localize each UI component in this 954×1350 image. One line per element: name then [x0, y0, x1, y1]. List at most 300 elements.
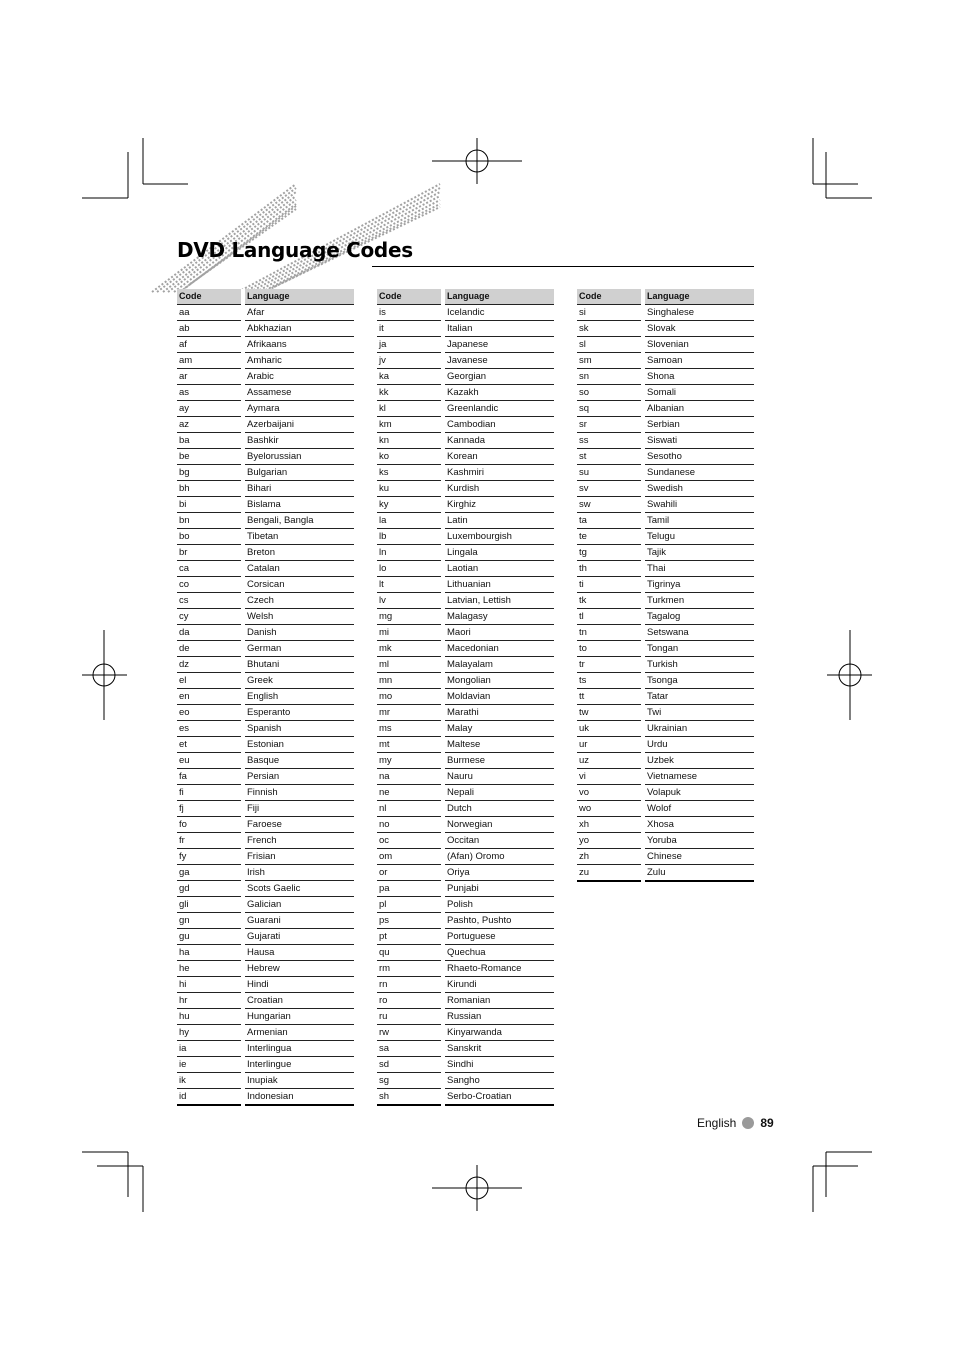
language-cell: Swedish — [645, 481, 754, 497]
code-cell: st — [577, 449, 641, 465]
code-cell: fi — [177, 785, 241, 801]
language-cell: Volapuk — [645, 785, 754, 801]
code-table-2 — [377, 289, 554, 1106]
code-cell: kk — [377, 385, 441, 401]
language-cell: Xhosa — [645, 817, 754, 833]
table-row — [377, 977, 554, 993]
table-row — [377, 785, 554, 801]
code-cell: tr — [577, 657, 641, 673]
language-cell: Lithuanian — [445, 577, 554, 593]
language-cell: Slovak — [645, 321, 754, 337]
language-cell: Oriya — [445, 865, 554, 881]
language-cell: Fiji — [245, 801, 354, 817]
table-row — [377, 545, 554, 561]
language-cell: Tongan — [645, 641, 754, 657]
code-cell: is — [377, 305, 441, 321]
table-row — [377, 625, 554, 641]
language-cell: Singhalese — [645, 305, 754, 321]
table-row — [577, 529, 754, 545]
code-cell: eo — [177, 705, 241, 721]
code-header: Code — [377, 289, 441, 305]
table-row — [377, 721, 554, 737]
code-cell: fa — [177, 769, 241, 785]
code-cell: nl — [377, 801, 441, 817]
language-cell: Laotian — [445, 561, 554, 577]
language-cell: Turkmen — [645, 593, 754, 609]
table-row — [177, 609, 354, 625]
table-row — [177, 353, 354, 369]
code-cell: tw — [577, 705, 641, 721]
code-cell: fo — [177, 817, 241, 833]
language-cell: Kazakh — [445, 385, 554, 401]
language-cell: Turkish — [645, 657, 754, 673]
language-cell: Afar — [245, 305, 354, 321]
language-cell: Estonian — [245, 737, 354, 753]
language-cell: Polish — [445, 897, 554, 913]
language-cell: Occitan — [445, 833, 554, 849]
table-row — [377, 1057, 554, 1073]
code-cell: rw — [377, 1025, 441, 1041]
language-cell: Sindhi — [445, 1057, 554, 1073]
table-row — [377, 337, 554, 353]
table-row — [377, 737, 554, 753]
table-row — [377, 353, 554, 369]
code-cell: id — [177, 1089, 241, 1106]
table-row — [377, 993, 554, 1009]
code-cell: km — [377, 417, 441, 433]
code-cell: pt — [377, 929, 441, 945]
language-cell: Afrikaans — [245, 337, 354, 353]
language-cell: Catalan — [245, 561, 354, 577]
code-cell: it — [377, 321, 441, 337]
table-row — [377, 1073, 554, 1089]
code-cell: sk — [577, 321, 641, 337]
table-row — [377, 1009, 554, 1025]
table-row — [377, 401, 554, 417]
code-cell: my — [377, 753, 441, 769]
table-row — [377, 385, 554, 401]
code-cell: sg — [377, 1073, 441, 1089]
language-cell: Twi — [645, 705, 754, 721]
language-cell: Greek — [245, 673, 354, 689]
code-cell: br — [177, 545, 241, 561]
table-row — [377, 321, 554, 337]
table-row — [177, 1025, 354, 1041]
table-row — [577, 865, 754, 882]
language-cell: Faroese — [245, 817, 354, 833]
language-cell: Tigrinya — [645, 577, 754, 593]
language-cell: Nepali — [445, 785, 554, 801]
language-cell: Lingala — [445, 545, 554, 561]
language-cell: Zulu — [645, 865, 754, 882]
code-cell: tl — [577, 609, 641, 625]
table-row — [377, 449, 554, 465]
language-cell: Hausa — [245, 945, 354, 961]
code-cell: lt — [377, 577, 441, 593]
code-cell: jv — [377, 353, 441, 369]
table-row — [377, 1089, 554, 1106]
code-cell: hi — [177, 977, 241, 993]
code-cell: ab — [177, 321, 241, 337]
table-row — [577, 305, 754, 321]
code-cell: su — [577, 465, 641, 481]
language-cell: Japanese — [445, 337, 554, 353]
language-cell: Bengali, Bangla — [245, 513, 354, 529]
registration-mark-top — [432, 138, 522, 184]
code-cell: pl — [377, 897, 441, 913]
code-cell: no — [377, 817, 441, 833]
language-cell: Chinese — [645, 849, 754, 865]
registration-mark-right — [827, 630, 872, 720]
language-cell: Shona — [645, 369, 754, 385]
code-cell: be — [177, 449, 241, 465]
table-row — [377, 417, 554, 433]
page-number: 89 — [760, 1116, 774, 1130]
language-cell: Moldavian — [445, 689, 554, 705]
table-row — [577, 561, 754, 577]
table-row — [377, 769, 554, 785]
code-cell: fy — [177, 849, 241, 865]
table-row — [177, 449, 354, 465]
table-row — [377, 817, 554, 833]
code-cell: gli — [177, 897, 241, 913]
language-cell: Korean — [445, 449, 554, 465]
code-cell: oc — [377, 833, 441, 849]
code-cell: ky — [377, 497, 441, 513]
language-cell: Sundanese — [645, 465, 754, 481]
language-cell: Welsh — [245, 609, 354, 625]
code-cell: ka — [377, 369, 441, 385]
code-cell: lo — [377, 561, 441, 577]
table-row — [377, 529, 554, 545]
table-row — [377, 481, 554, 497]
table-row — [577, 769, 754, 785]
language-cell: German — [245, 641, 354, 657]
code-cell: na — [377, 769, 441, 785]
table-row — [177, 465, 354, 481]
language-cell: Wolof — [645, 801, 754, 817]
table-row — [577, 657, 754, 673]
table-row — [577, 641, 754, 657]
code-header: Code — [177, 289, 241, 305]
code-cell: fj — [177, 801, 241, 817]
table-row — [577, 737, 754, 753]
code-table-1 — [177, 289, 354, 1106]
code-cell: mo — [377, 689, 441, 705]
language-cell: Inupiak — [245, 1073, 354, 1089]
language-cell: Persian — [245, 769, 354, 785]
language-cell: Interlingua — [245, 1041, 354, 1057]
code-cell: sa — [377, 1041, 441, 1057]
language-cell: Bashkir — [245, 433, 354, 449]
language-cell: Malagasy — [445, 609, 554, 625]
code-cell: sn — [577, 369, 641, 385]
table-row — [177, 561, 354, 577]
table-row — [177, 961, 354, 977]
code-cell: tt — [577, 689, 641, 705]
code-cell: as — [177, 385, 241, 401]
code-table-3 — [577, 289, 754, 882]
code-cell: ia — [177, 1041, 241, 1057]
code-cell: ca — [177, 561, 241, 577]
code-cell: ru — [377, 1009, 441, 1025]
language-cell: Scots Gaelic — [245, 881, 354, 897]
code-cell: ie — [177, 1057, 241, 1073]
language-cell: Corsican — [245, 577, 354, 593]
language-cell: French — [245, 833, 354, 849]
code-cell: ne — [377, 785, 441, 801]
table-row — [377, 753, 554, 769]
table-row — [577, 833, 754, 849]
table-row — [377, 865, 554, 881]
code-header: Code — [577, 289, 641, 305]
table-row — [377, 961, 554, 977]
language-cell: Azerbaijani — [245, 417, 354, 433]
language-header: Language — [645, 289, 754, 305]
language-cell: Indonesian — [245, 1089, 354, 1106]
code-cell: mi — [377, 625, 441, 641]
language-cell: Swahili — [645, 497, 754, 513]
language-cell: Kinyarwanda — [445, 1025, 554, 1041]
table-row — [377, 1025, 554, 1041]
code-cell: ps — [377, 913, 441, 929]
code-cell: uk — [577, 721, 641, 737]
table-row — [177, 881, 354, 897]
table-row — [377, 881, 554, 897]
code-cell: te — [577, 529, 641, 545]
language-cell: Irish — [245, 865, 354, 881]
code-cell: mt — [377, 737, 441, 753]
table-row — [177, 1041, 354, 1057]
language-cell: Gujarati — [245, 929, 354, 945]
code-cell: co — [177, 577, 241, 593]
language-cell: Danish — [245, 625, 354, 641]
language-cell: Latin — [445, 513, 554, 529]
code-cell: vo — [577, 785, 641, 801]
code-cell: vi — [577, 769, 641, 785]
table-row — [177, 401, 354, 417]
table-row — [377, 673, 554, 689]
code-cell: la — [377, 513, 441, 529]
code-cell: gu — [177, 929, 241, 945]
language-cell: Mongolian — [445, 673, 554, 689]
code-cell: es — [177, 721, 241, 737]
language-cell: Albanian — [645, 401, 754, 417]
language-cell: (Afan) Oromo — [445, 849, 554, 865]
code-cell: mr — [377, 705, 441, 721]
table-row — [177, 737, 354, 753]
table-row — [377, 465, 554, 481]
code-cell: et — [177, 737, 241, 753]
table-row — [577, 705, 754, 721]
table-row — [177, 913, 354, 929]
code-cell: lv — [377, 593, 441, 609]
code-cell: qu — [377, 945, 441, 961]
language-cell: Slovenian — [645, 337, 754, 353]
table-row — [577, 609, 754, 625]
code-cell: to — [577, 641, 641, 657]
table-row — [177, 545, 354, 561]
code-cell: ur — [577, 737, 641, 753]
language-cell: Armenian — [245, 1025, 354, 1041]
code-cell: bo — [177, 529, 241, 545]
language-cell: Malayalam — [445, 657, 554, 673]
language-cell: Guarani — [245, 913, 354, 929]
code-cell: sr — [577, 417, 641, 433]
language-cell: Bulgarian — [245, 465, 354, 481]
language-cell: Cambodian — [445, 417, 554, 433]
table-row — [577, 673, 754, 689]
language-cell: Breton — [245, 545, 354, 561]
table-row — [177, 417, 354, 433]
language-cell: Interlingue — [245, 1057, 354, 1073]
code-cell: ro — [377, 993, 441, 1009]
code-cell: sv — [577, 481, 641, 497]
language-cell: Croatian — [245, 993, 354, 1009]
language-cell: Yoruba — [645, 833, 754, 849]
table-row — [577, 385, 754, 401]
language-cell: Burmese — [445, 753, 554, 769]
language-cell: Norwegian — [445, 817, 554, 833]
code-cell: mn — [377, 673, 441, 689]
table-row — [377, 705, 554, 721]
table-row — [177, 865, 354, 881]
code-cell: si — [577, 305, 641, 321]
code-cell: ml — [377, 657, 441, 673]
table-row — [577, 401, 754, 417]
table-row — [377, 929, 554, 945]
language-cell: Tatar — [645, 689, 754, 705]
code-cell: da — [177, 625, 241, 641]
table-row — [177, 369, 354, 385]
table-row — [377, 369, 554, 385]
code-cell: ja — [377, 337, 441, 353]
language-cell: Samoan — [645, 353, 754, 369]
language-cell: Byelorussian — [245, 449, 354, 465]
language-cell: Kirundi — [445, 977, 554, 993]
language-cell: Marathi — [445, 705, 554, 721]
table-row — [177, 689, 354, 705]
code-cell: or — [377, 865, 441, 881]
language-header: Language — [445, 289, 554, 305]
language-cell: Rhaeto-Romance — [445, 961, 554, 977]
table-row — [577, 449, 754, 465]
table-row — [377, 689, 554, 705]
code-cell: mg — [377, 609, 441, 625]
table-row — [577, 369, 754, 385]
code-cell: zh — [577, 849, 641, 865]
code-cell: sd — [377, 1057, 441, 1073]
language-cell: Bislama — [245, 497, 354, 513]
table-row — [177, 1073, 354, 1089]
code-cell: af — [177, 337, 241, 353]
page-title: DVD Language Codes — [177, 238, 413, 262]
title-rule — [372, 266, 754, 267]
language-cell: Hungarian — [245, 1009, 354, 1025]
table-row — [177, 593, 354, 609]
code-cell: bi — [177, 497, 241, 513]
table-row — [577, 785, 754, 801]
code-cell: sm — [577, 353, 641, 369]
language-cell: Siswati — [645, 433, 754, 449]
table-row — [377, 833, 554, 849]
table-row — [177, 433, 354, 449]
code-cell: gd — [177, 881, 241, 897]
bullet-icon — [742, 1117, 754, 1129]
table-row — [577, 625, 754, 641]
language-cell: Hebrew — [245, 961, 354, 977]
code-cell: sh — [377, 1089, 441, 1106]
code-cell: xh — [577, 817, 641, 833]
language-cell: Nauru — [445, 769, 554, 785]
code-cell: ln — [377, 545, 441, 561]
code-cell: ba — [177, 433, 241, 449]
code-cell: bh — [177, 481, 241, 497]
table-row — [377, 305, 554, 321]
table-row — [177, 625, 354, 641]
language-cell: Aymara — [245, 401, 354, 417]
language-cell: Tamil — [645, 513, 754, 529]
table-row — [177, 305, 354, 321]
table-row — [177, 1057, 354, 1073]
language-cell: Luxembourgish — [445, 529, 554, 545]
language-cell: Abkhazian — [245, 321, 354, 337]
language-cell: Tsonga — [645, 673, 754, 689]
table-row — [377, 913, 554, 929]
language-cell: Ukrainian — [645, 721, 754, 737]
language-cell: Basque — [245, 753, 354, 769]
code-cell: he — [177, 961, 241, 977]
code-cell: wo — [577, 801, 641, 817]
language-cell: Urdu — [645, 737, 754, 753]
language-cell: Italian — [445, 321, 554, 337]
code-cell: zu — [577, 865, 641, 882]
language-cell: Javanese — [445, 353, 554, 369]
table-row — [377, 433, 554, 449]
code-cell: ti — [577, 577, 641, 593]
code-cell: ks — [377, 465, 441, 481]
language-cell: Greenlandic — [445, 401, 554, 417]
language-cell: Kannada — [445, 433, 554, 449]
code-cell: ha — [177, 945, 241, 961]
language-cell: Hindi — [245, 977, 354, 993]
language-cell: Punjabi — [445, 881, 554, 897]
code-cell: sw — [577, 497, 641, 513]
code-cell: rm — [377, 961, 441, 977]
table-row — [177, 673, 354, 689]
table-row — [577, 353, 754, 369]
language-cell: Georgian — [445, 369, 554, 385]
table-row — [177, 705, 354, 721]
code-cell: am — [177, 353, 241, 369]
table-row — [177, 657, 354, 673]
table-row — [577, 721, 754, 737]
table-row — [377, 897, 554, 913]
table-row — [577, 817, 754, 833]
table-header — [377, 289, 554, 305]
language-cell: Esperanto — [245, 705, 354, 721]
code-cell: cs — [177, 593, 241, 609]
language-cell: Quechua — [445, 945, 554, 961]
footer-language: English — [697, 1116, 737, 1130]
table-row — [577, 497, 754, 513]
language-cell: Icelandic — [445, 305, 554, 321]
table-row — [577, 849, 754, 865]
code-cell: hu — [177, 1009, 241, 1025]
registration-mark-left — [82, 630, 127, 720]
table-row — [177, 801, 354, 817]
code-cell: kl — [377, 401, 441, 417]
